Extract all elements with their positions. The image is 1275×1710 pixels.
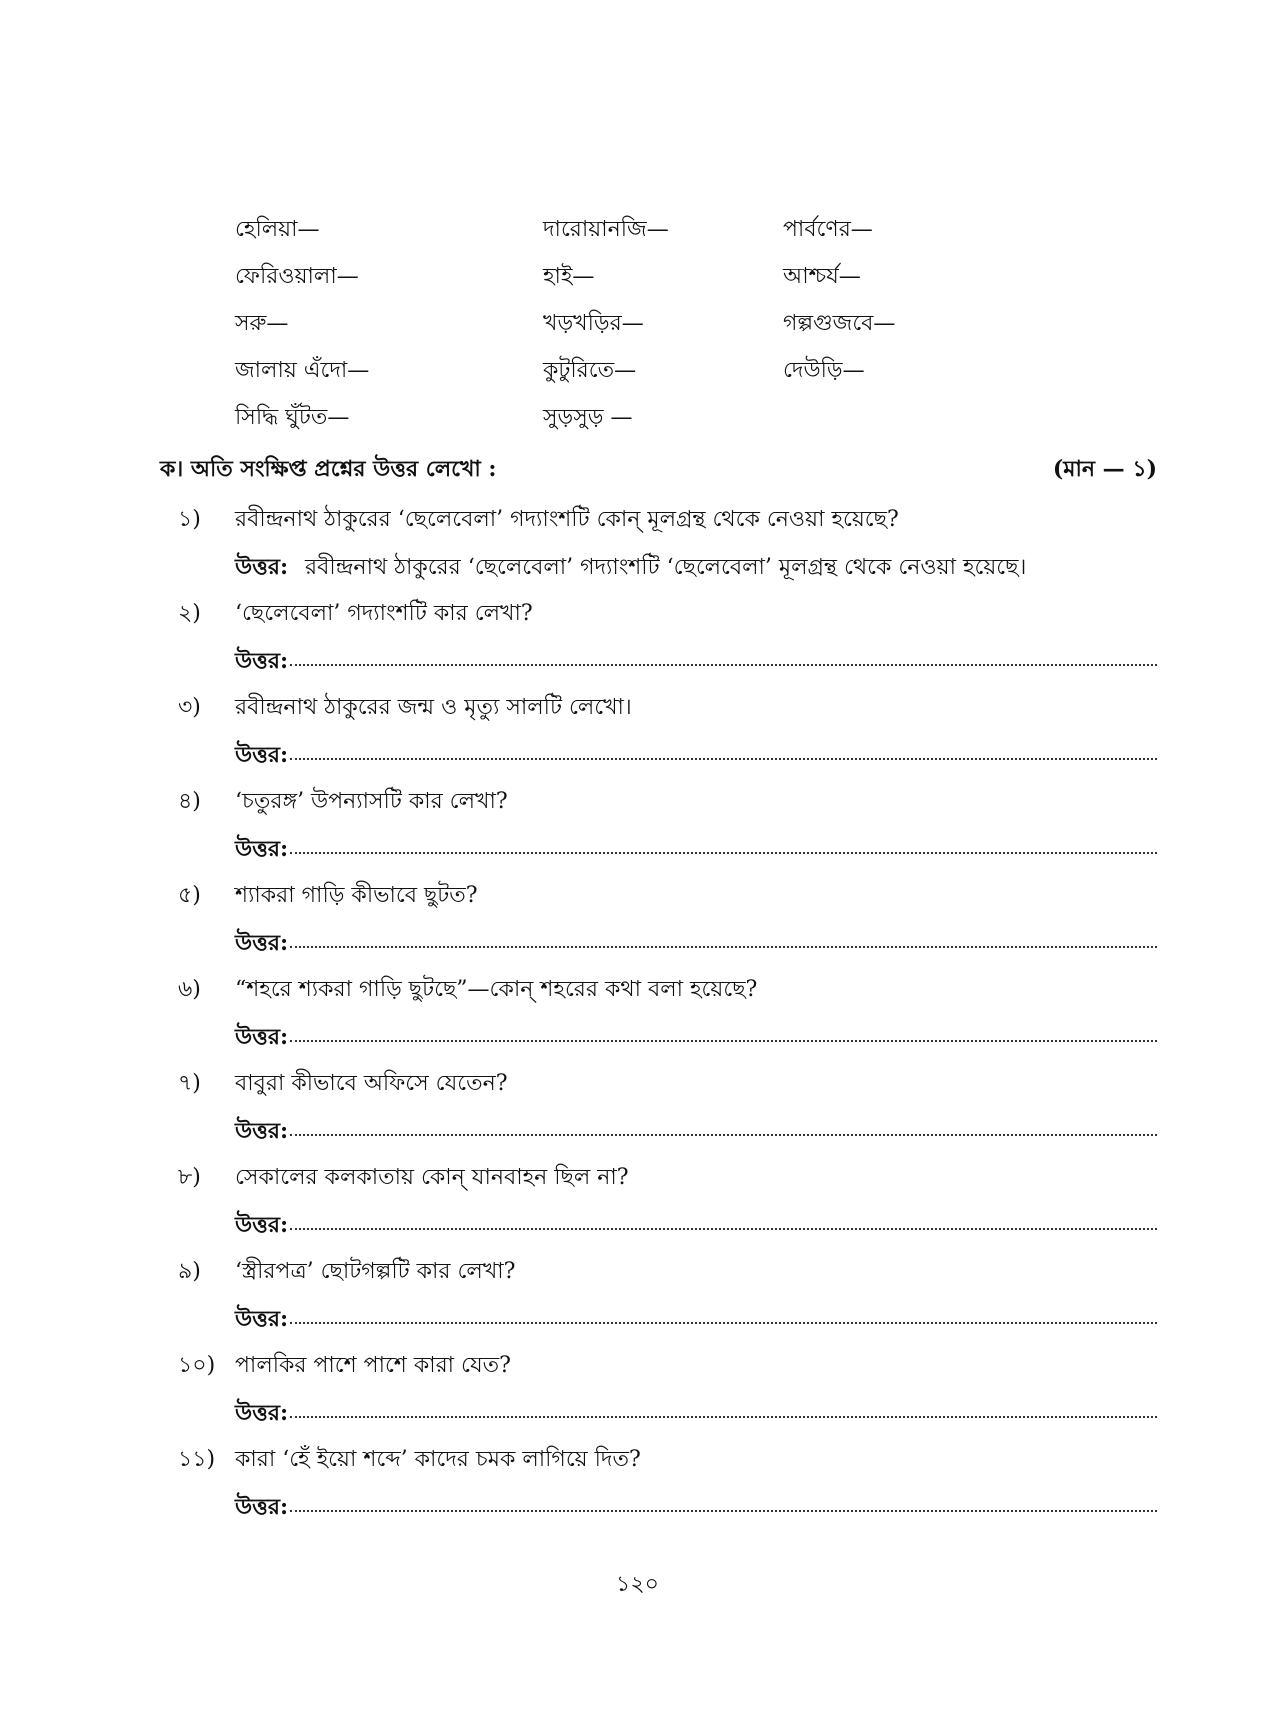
answer-blank-line[interactable] [290,946,1157,948]
answer-label: উত্তর: [235,1494,289,1520]
question-number: ১) [178,507,201,532]
answer-label: উত্তর: [235,930,289,956]
question-text: রবীন্দ্রনাথ ঠাকুরের ‘ছেলেবেলা’ গদ্যাংশটি কোন্ মূলগ্রন্থ থেকে নেওয়া হয়েছে? [235,507,899,532]
answer-blank-line[interactable] [290,852,1157,854]
answer-label: উত্তর: [235,742,289,768]
question-item [0,1442,1275,1536]
answer-blank-line[interactable] [290,1040,1157,1042]
answer-label: উত্তর: [235,1306,289,1332]
word-row [0,212,1275,259]
answer-label: উত্তর: [235,1400,289,1426]
question-item [0,878,1275,972]
answer-label: উত্তর: [235,1024,289,1050]
word-item: সুড়সুড় — [543,405,633,430]
answer-row [235,926,1157,956]
question-item [0,1348,1275,1442]
question-list [0,502,1275,1536]
question-text: শ্যাকরা গাড়ি কীভাবে ছুটত? [235,883,478,908]
section-heading [160,452,1157,489]
word-row [0,400,1275,447]
answer-blank-line[interactable] [290,1416,1157,1418]
answer-label: উত্তর: [235,1212,289,1238]
answer-row [235,1020,1157,1050]
answer-row [235,1302,1157,1332]
answer-row [235,644,1157,674]
answer-row [235,738,1157,768]
page-number: ১২০ [616,1572,659,1597]
answer-label: উত্তর: [235,836,289,862]
word-meaning-grid [0,212,1275,447]
word-item: কুটুরিতে— [543,358,637,383]
question-item [0,596,1275,690]
question-text: ‘চতুরঙ্গ’ উপন্যাসটি কার লেখা? [235,789,508,814]
word-item: ফেরিওয়ালা— [235,264,359,289]
word-row [0,306,1275,353]
question-number: ৬) [178,977,201,1002]
answer-blank-line[interactable] [290,1134,1157,1136]
word-item: খড়খড়ির— [543,311,644,336]
word-row [0,259,1275,306]
question-text: ‘ছেলেবেলা’ গদ্যাংশটি কার লেখা? [235,601,533,626]
question-text: কারা ‘হেঁ ইয়ো শব্দে’ কাদের চমক লাগিয়ে দিত? [235,1447,641,1472]
question-item [0,784,1275,878]
answer-row [235,550,1157,580]
question-number: ২) [178,601,201,626]
question-number: ৯) [178,1259,201,1284]
question-text: রবীন্দ্রনাথ ঠাকুরের জন্ম ও মৃত্যু সালটি লেখো। [235,695,632,720]
word-item: হাই— [543,264,595,289]
answer-blank-line[interactable] [290,1510,1157,1512]
question-text: ‘স্ত্রীরপত্র’ ছোটগল্পটি কার লেখা? [235,1259,516,1284]
answer-text: রবীন্দ্রনাথ ঠাকুরের ‘ছেলেবেলা’ গদ্যাংশটি ‘ছেলেবেলা’ মূলগ্রন্থ থেকে নেওয়া হয়েছে। [305,555,1027,580]
word-item: হেলিয়া— [235,217,320,242]
word-item: সিদ্ধি ঘুঁটত— [235,405,350,430]
question-number: ৮) [178,1165,201,1190]
word-item: গল্পগুজবে— [783,311,896,336]
word-item: পার্বণের— [783,217,873,242]
answer-label: উত্তর: [235,648,289,674]
answer-row [235,832,1157,862]
word-item: জালায় এঁদো— [235,358,370,383]
question-item [0,972,1275,1066]
question-text: বাবুরা কীভাবে অফিসে যেতেন? [235,1071,508,1096]
question-number: ৪) [178,789,201,814]
answer-row [235,1208,1157,1238]
word-item: আশ্চর্য— [783,264,861,289]
word-item: দারোয়ানজি— [543,217,669,242]
answer-row [235,1114,1157,1144]
question-number: ৭) [178,1071,201,1096]
question-item [0,690,1275,784]
answer-blank-line[interactable] [290,1322,1157,1324]
answer-blank-line[interactable] [290,664,1157,666]
question-number: ৩) [178,695,201,720]
answer-blank-line[interactable] [290,1228,1157,1230]
word-row [0,353,1275,400]
question-item [0,1254,1275,1348]
answer-label: উত্তর: [235,554,289,580]
answer-row [235,1396,1157,1426]
question-item [0,1160,1275,1254]
word-item: দেউড়ি— [783,358,865,383]
question-number: ৫) [178,883,201,908]
question-number: ১০) [178,1353,216,1378]
question-item [0,1066,1275,1160]
section-title: ক। অতি সংক্ষিপ্ত প্রশ্নের উত্তর লেখো : [160,456,497,482]
question-text: পালকির পাশে পাশে কারা যেত? [235,1353,511,1378]
question-item [0,502,1275,596]
question-number: ১১) [178,1447,216,1472]
word-item: সরু— [235,311,289,336]
section-marks: (মান — ১) [1052,456,1157,482]
question-text: সেকালের কলকাতায় কোন্ যানবাহন ছিল না? [235,1165,629,1190]
question-text: “শহরে শ্যকরা গাড়ি ছুটছে”—কোন্ শহরের কথা বলা হয়েছে? [235,977,758,1002]
answer-row [235,1490,1157,1520]
answer-blank-line[interactable] [290,758,1157,760]
answer-label: উত্তর: [235,1118,289,1144]
